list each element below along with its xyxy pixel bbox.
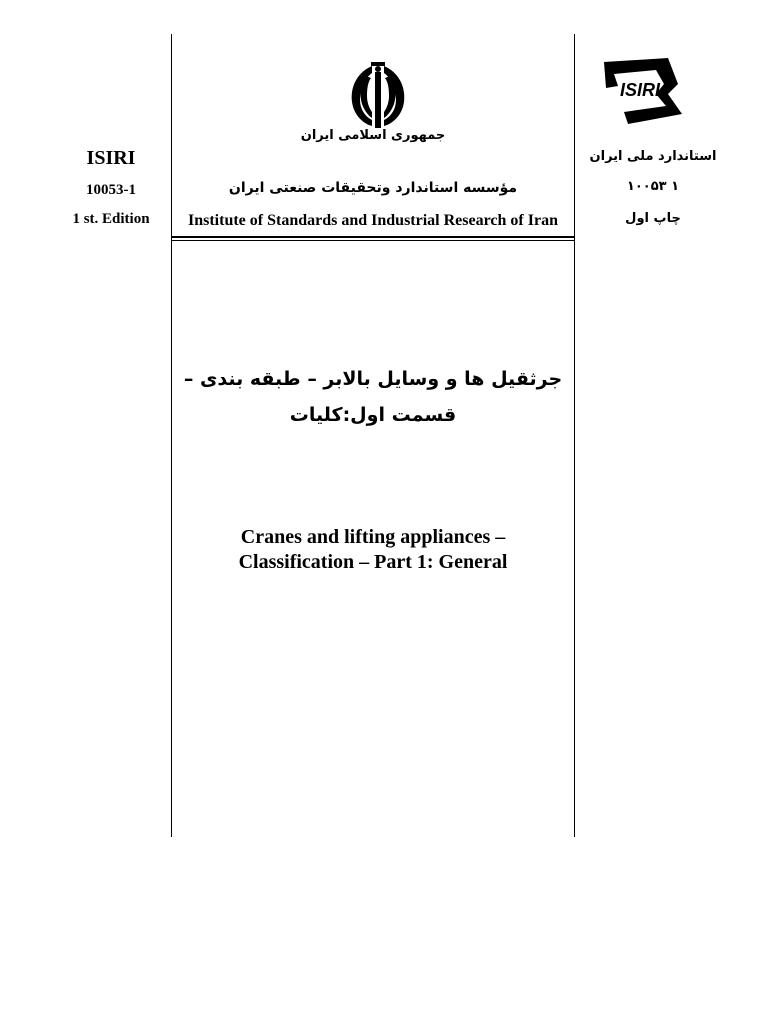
republic-label: جمهوری اسلامی ایران <box>300 128 446 143</box>
standard-number-fa: ۱ ۱۰۰۵۳ <box>626 179 680 194</box>
edition-label: 1 st. Edition <box>72 211 150 227</box>
header-rule-thick <box>171 236 575 238</box>
logo-text: ISIRI <box>619 80 661 100</box>
edition-label-fa: چاپ اول <box>625 211 681 226</box>
iran-emblem-icon <box>338 58 418 134</box>
national-standard-label: استاندارد ملی ایران <box>589 149 717 164</box>
title-en-line1: Cranes and lifting appliances – <box>240 526 506 548</box>
title-en-line2: Classification – Part 1: General <box>238 551 508 573</box>
institute-name-en: Institute of Standards and Industrial Research of Iran <box>188 212 558 229</box>
header-rule-thin <box>171 240 575 241</box>
standard-code: ISIRI <box>86 147 136 169</box>
title-fa-line2: قسمت اول:کلیات <box>289 404 457 426</box>
standard-number: 10053-1 <box>86 182 136 198</box>
isiri-logo-icon <box>598 54 684 128</box>
right-border-line <box>574 34 575 837</box>
title-fa-line1: جرثقیل ها و وسایل بالابر – طبقه بندی – <box>183 368 563 390</box>
institute-name-fa: مؤسسه استاندارد وتحقیقات صنعتی ایران <box>228 180 518 196</box>
